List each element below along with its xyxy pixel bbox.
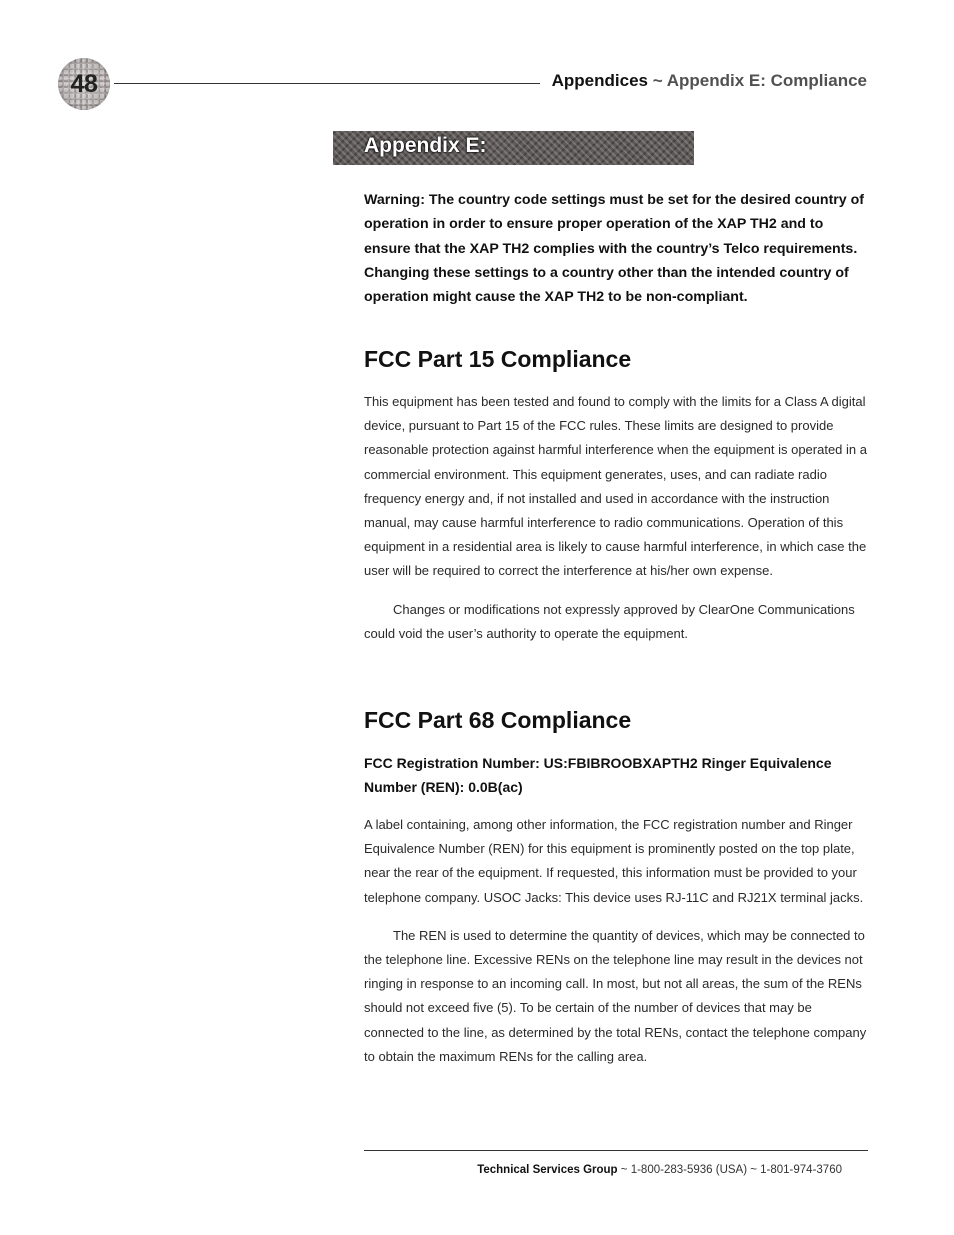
fcc15-paragraph-2: Changes or modifications not expressly approved by ClearOne Communications could void the user’s authority to operate the equipment. [364,601,855,641]
page-number: 48 [70,69,98,98]
fcc68-paragraph-2: The REN is used to determine the quantity of devices, which may be connected to the telephone line. Excessive RENs on the telephone line may result in the devices not ringing in response to an incoming call. In most, but not all areas, the sum of the RENs should not exceed five (5). To be certain of the number of devices that may be connected to the line, as determined by the total RENs, contact the telephone company to obtain the maximum RENs for the calling area. [364,927,867,1064]
footer-group: Technical Services Group [477,1164,618,1176]
header-section: Appendices [551,71,648,90]
header-separator: ~ [648,71,667,90]
fcc68-registration: FCC Registration Number: US:FBIBROOBXAPTH2 Ringer Equivalence Number (REN): 0.0B(ac) [364,755,832,795]
header-rule [114,83,540,84]
page-number-badge [58,58,110,110]
appendix-banner [333,131,694,165]
page-footer [477,1164,842,1176]
fcc68-paragraph-1: A label containing, among other information, the FCC registration number and Ringer Equivalence Number (REN) for this equipment is prominently posted on the top plate, near the rear of the equipment. If requested, this information must be provided to your telephone company. USOC Jacks: This device uses RJ-11C and RJ21X terminal jacks. [364,817,864,905]
fcc15-paragraph-1: This equipment has been tested and found to comply with the limits for a Class A digital device, pursuant to Part 15 of the FCC rules. These limits are designed to provide reasonable protection against harmful interference when the equipment is operated in a commercial environment. This equipment generates, uses, and can radiate radio frequency energy and, if not installed and used in accordance with the instruction manual, may cause harmful interference to radio communications. Operation of this equipment in a residential area is likely to cause harmful interference, in which case the user will be required to correct the interference at his/her own expense. [364,394,867,579]
appendix-title: Appendix E: [364,134,487,157]
fcc15-section [364,390,868,646]
fcc68-heading: FCC Part 68 Compliance [364,707,632,733]
fcc15-heading: FCC Part 15 Compliance [364,346,632,372]
warning-text: Warning: The country code settings must be set for the desired country of operation in order to ensure proper operation of the XAP TH2 and to ensure that the XAP TH2 complies with the country’s Telco requirements. Changing these settings to a country other than the intended country of operation might cause the XAP TH2 to be non-compliant. [364,192,865,306]
header-subsection: Appendix E: Compliance [666,71,867,90]
running-header [552,71,867,91]
footer-contact: ~ 1-800-283-5936 (USA) ~ 1-801-974-3760 [617,1164,842,1176]
fcc68-section [364,813,868,1069]
footer-rule [364,1150,868,1151]
